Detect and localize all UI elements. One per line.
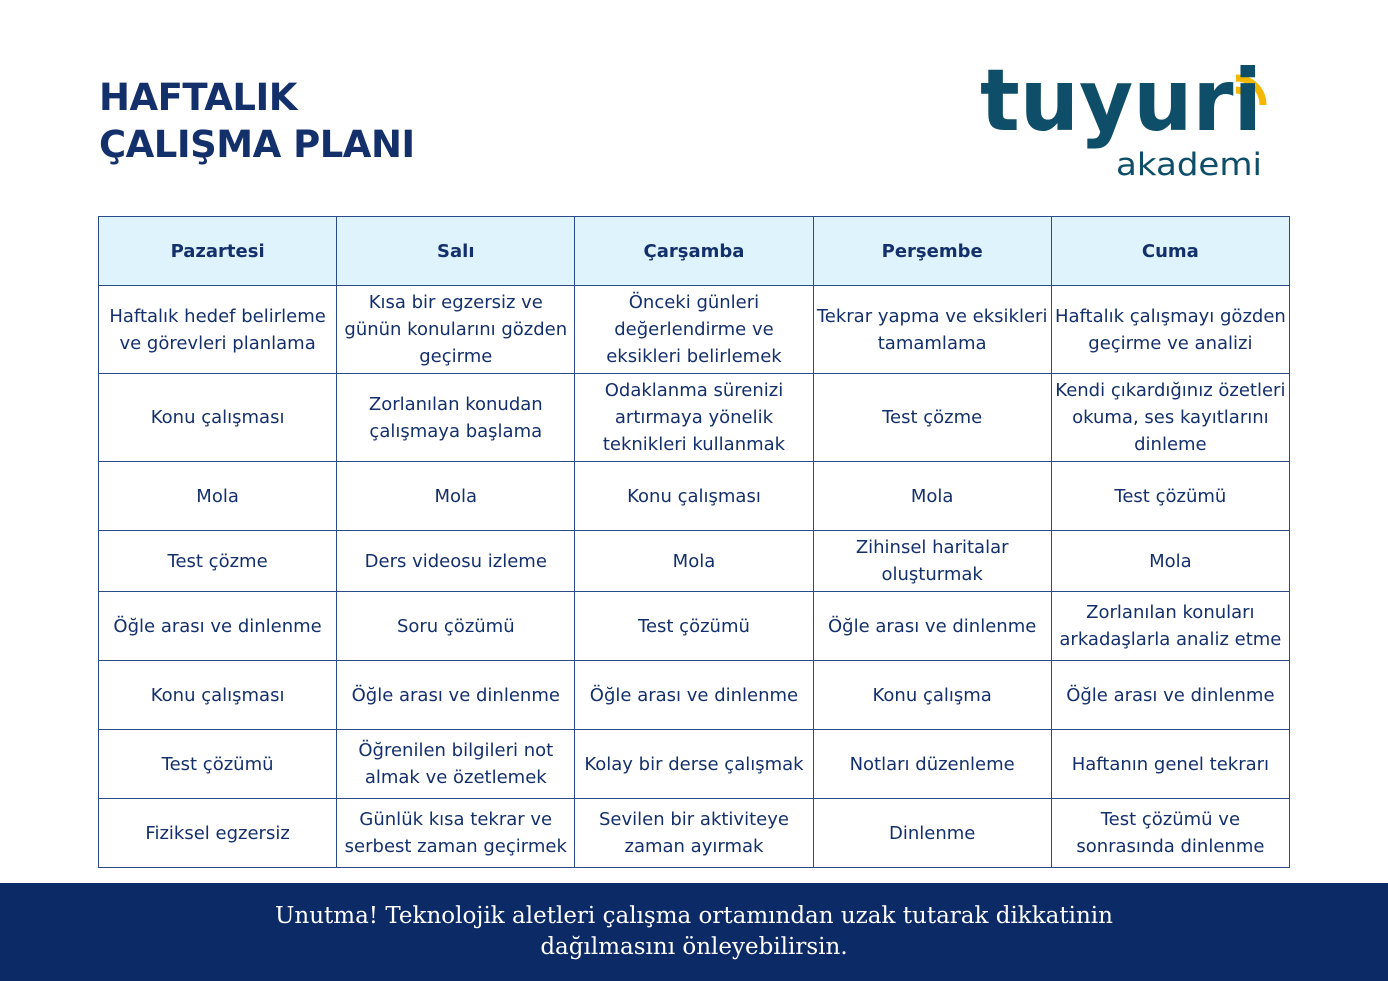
table-cell: Öğle arası ve dinlenme bbox=[575, 661, 813, 730]
table-cell: Önceki günleri değerlendirme ve eksikleri belirlemek bbox=[575, 286, 813, 374]
table-cell: Mola bbox=[337, 462, 575, 531]
table-cell: Haftalık çalışmayı gözden geçirme ve analizi bbox=[1051, 286, 1289, 374]
table-cell: Test çözümü bbox=[575, 592, 813, 661]
table-cell: Odaklanma sürenizi artırmaya yönelik teknikleri kullanmak bbox=[575, 374, 813, 462]
table-row bbox=[99, 661, 1290, 730]
table-cell: Zorlanılan konudan çalışmaya başlama bbox=[337, 374, 575, 462]
logo-sub: akademi bbox=[1116, 147, 1262, 183]
table-row bbox=[99, 592, 1290, 661]
table-cell: Mola bbox=[575, 531, 813, 592]
header-monday: Pazartesi bbox=[99, 217, 337, 286]
footer-reminder-text: Unutma! Teknolojik aletleri çalışma ortamından uzak tutarak dikkatinin dağılmasını önleyebilirsin. bbox=[275, 903, 1113, 960]
table-row bbox=[99, 730, 1290, 799]
table-cell: Soru çözümü bbox=[337, 592, 575, 661]
table-cell: Öğle arası ve dinlenme bbox=[1051, 661, 1289, 730]
table-cell: Mola bbox=[1051, 531, 1289, 592]
table-cell: Öğle arası ve dinlenme bbox=[813, 592, 1051, 661]
page-title bbox=[99, 74, 415, 168]
table-cell: Kendi çıkardığınız özetleri okuma, ses kayıtlarını dinleme bbox=[1051, 374, 1289, 462]
table-cell: Günlük kısa tekrar ve serbest zaman geçirmek bbox=[337, 799, 575, 868]
table-cell: Konu çalışması bbox=[575, 462, 813, 531]
table-cell: Ders videosu izleme bbox=[337, 531, 575, 592]
title-line-1: HAFTALIK bbox=[99, 76, 297, 119]
table-cell: Sevilen bir aktiviteye zaman ayırmak bbox=[575, 799, 813, 868]
logo-brand: tuyuri bbox=[980, 54, 1262, 151]
header-friday: Cuma bbox=[1051, 217, 1289, 286]
table-cell: Mola bbox=[99, 462, 337, 531]
table-row bbox=[99, 462, 1290, 531]
header-thursday: Perşembe bbox=[813, 217, 1051, 286]
table-cell: Test çözümü ve sonrasında dinlenme bbox=[1051, 799, 1289, 868]
table-cell: Test çözme bbox=[813, 374, 1051, 462]
table-cell: Test çözme bbox=[99, 531, 337, 592]
table-header-row bbox=[99, 217, 1290, 286]
table-cell: Kısa bir egzersiz ve günün konularını gözden geçirme bbox=[337, 286, 575, 374]
table-cell: Haftalık hedef belirleme ve görevleri planlama bbox=[99, 286, 337, 374]
table-cell: Mola bbox=[813, 462, 1051, 531]
table-cell: Zihinsel haritalar oluşturmak bbox=[813, 531, 1051, 592]
table-row bbox=[99, 799, 1290, 868]
table-cell: Öğle arası ve dinlenme bbox=[337, 661, 575, 730]
table-cell: Konu çalışma bbox=[813, 661, 1051, 730]
table-cell: Konu çalışması bbox=[99, 661, 337, 730]
table-cell: Kolay bir derse çalışmak bbox=[575, 730, 813, 799]
table-cell: Notları düzenleme bbox=[813, 730, 1051, 799]
table-cell: Test çözümü bbox=[99, 730, 337, 799]
table-cell: Zorlanılan konuları arkadaşlarla analiz etme bbox=[1051, 592, 1289, 661]
table-cell: Tekrar yapma ve eksikleri tamamlama bbox=[813, 286, 1051, 374]
header-wednesday: Çarşamba bbox=[575, 217, 813, 286]
weekly-plan-table bbox=[98, 216, 1290, 868]
table-cell: Fiziksel egzersiz bbox=[99, 799, 337, 868]
table-row bbox=[99, 286, 1290, 374]
table-cell: Konu çalışması bbox=[99, 374, 337, 462]
footer-banner bbox=[0, 883, 1388, 981]
header-tuesday: Salı bbox=[337, 217, 575, 286]
table-cell: Test çözümü bbox=[1051, 462, 1289, 531]
table-cell: Haftanın genel tekrarı bbox=[1051, 730, 1289, 799]
table-row bbox=[99, 531, 1290, 592]
table-cell: Öğle arası ve dinlenme bbox=[99, 592, 337, 661]
table-row bbox=[99, 374, 1290, 462]
table-cell: Öğrenilen bilgileri not almak ve özetlemek bbox=[337, 730, 575, 799]
tuyuri-akademi-logo bbox=[978, 54, 1278, 184]
table-cell: Dinlenme bbox=[813, 799, 1051, 868]
title-line-2: ÇALIŞMA PLANI bbox=[99, 123, 415, 166]
